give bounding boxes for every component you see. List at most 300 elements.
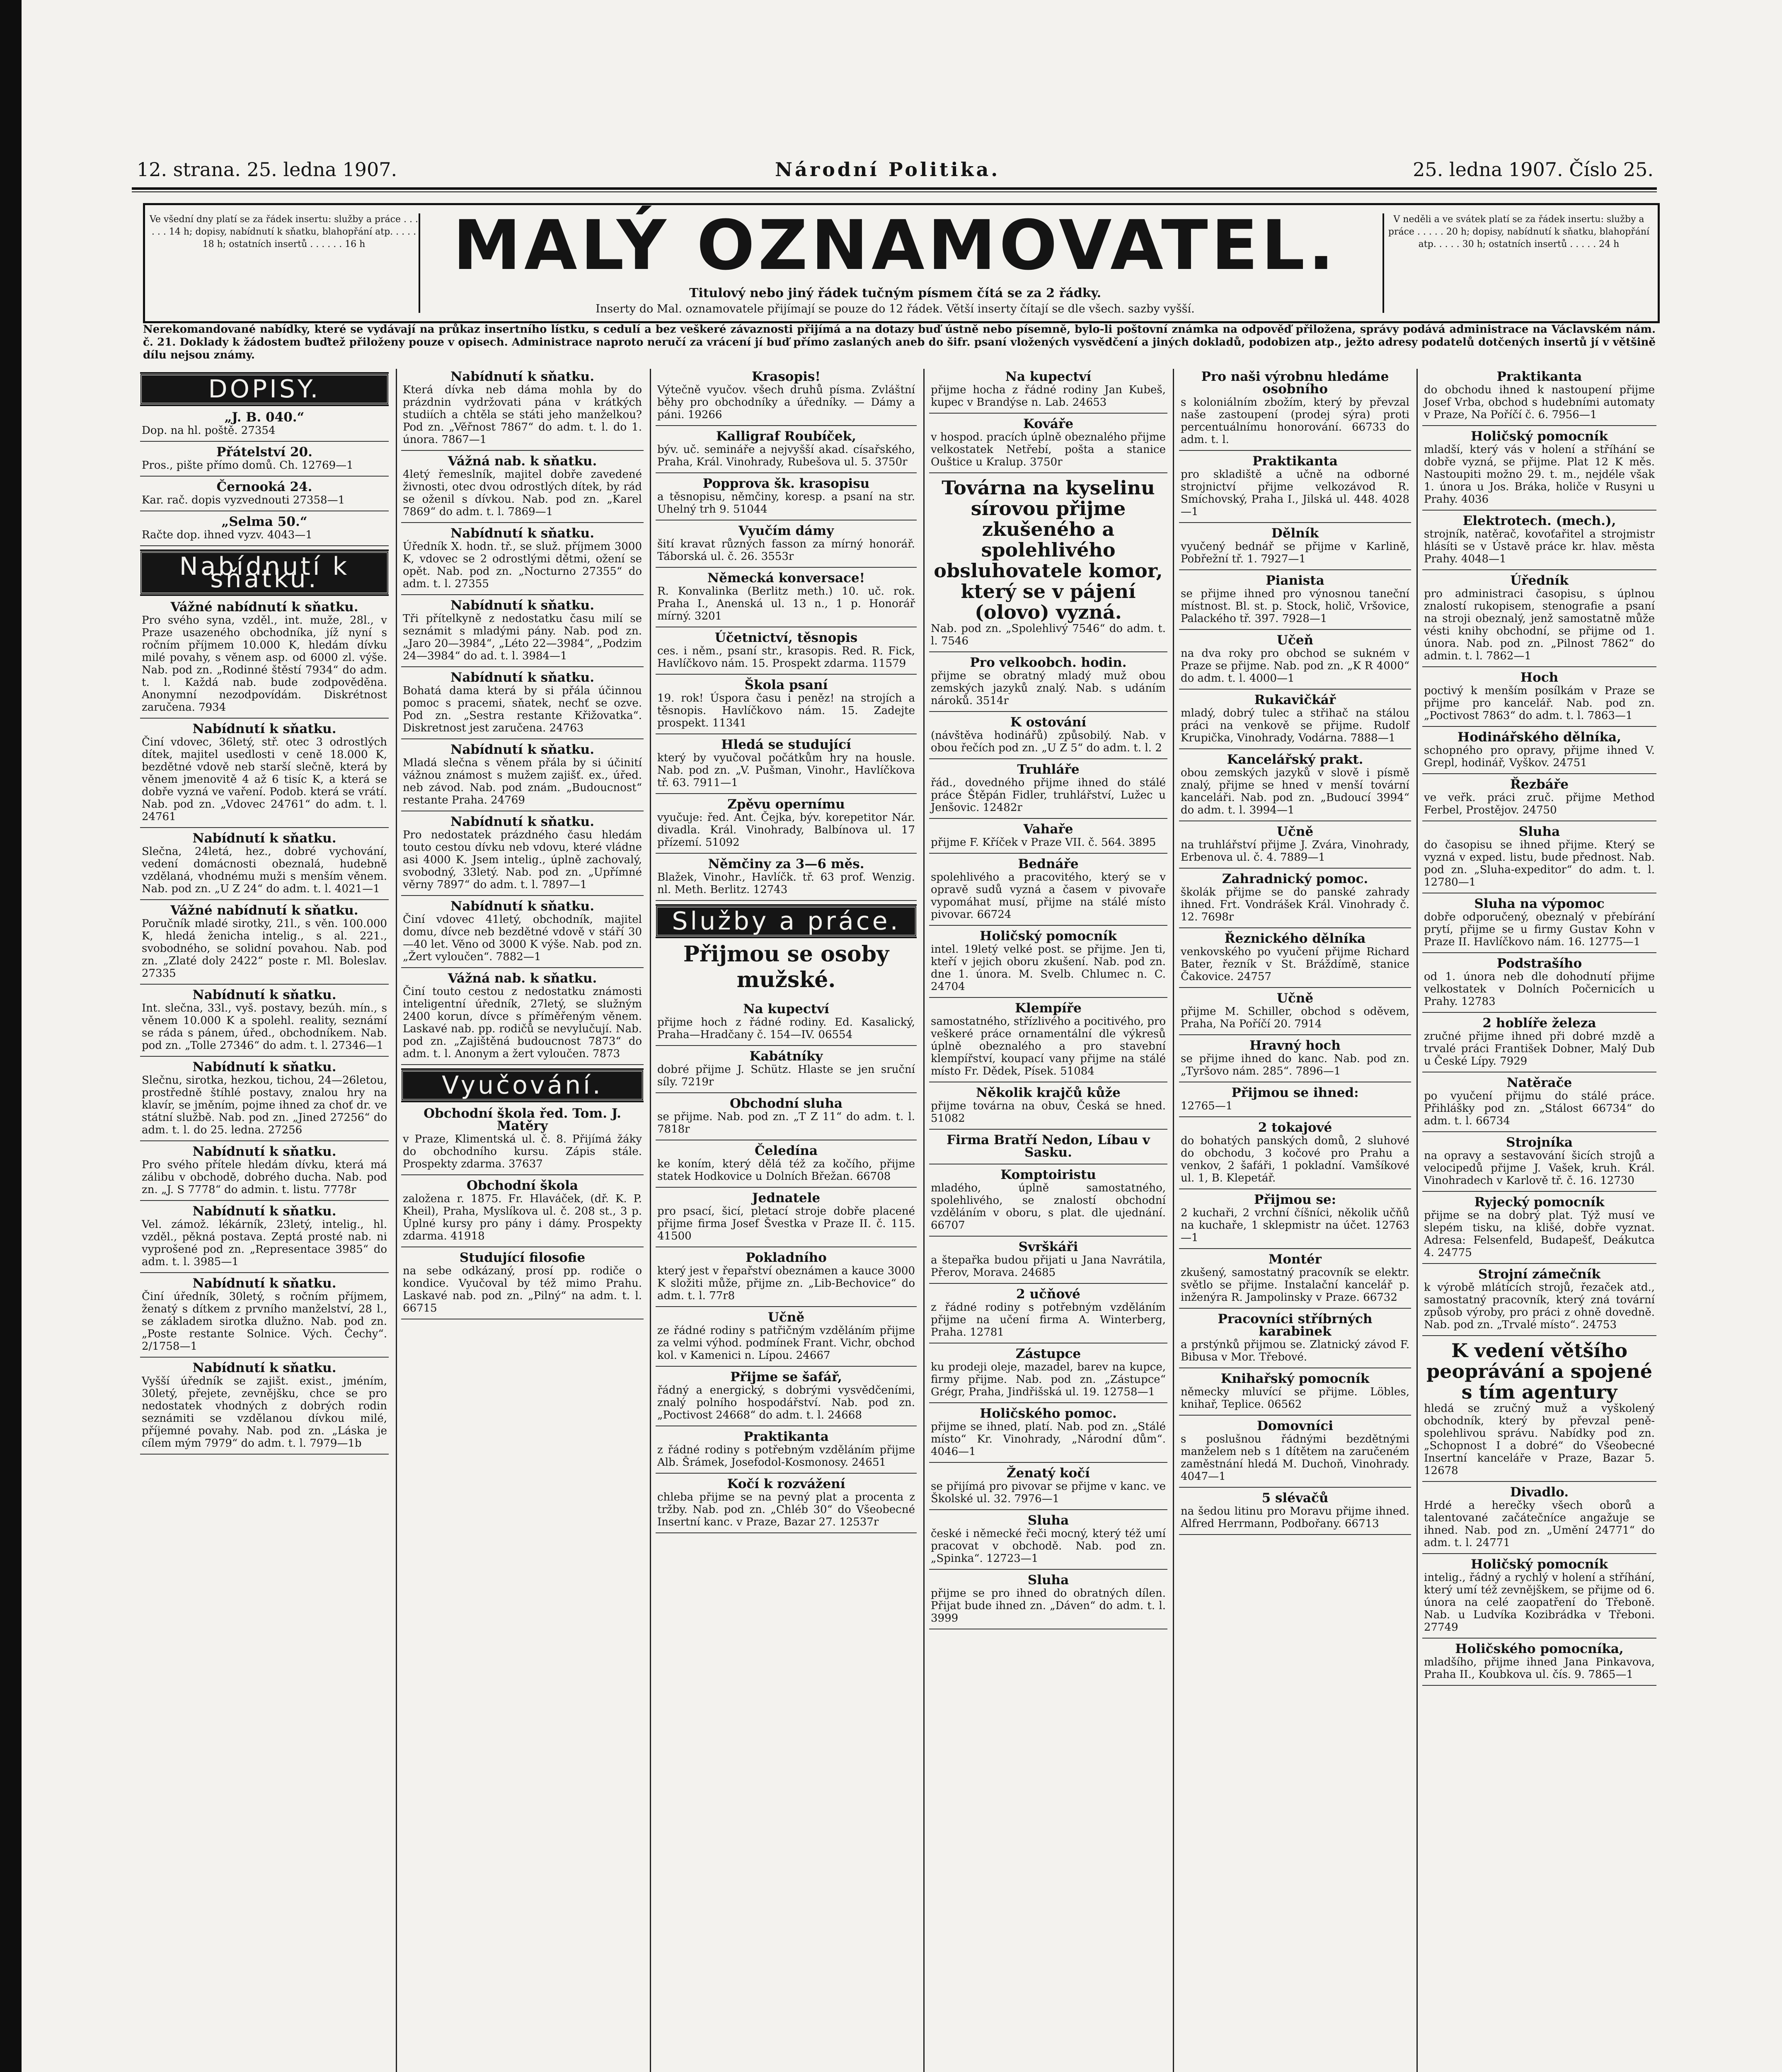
classified-ad [1422, 1339, 1656, 1482]
ad-text: R. Konvalinka (Berlitz meth.) 10. uč. rok. Praha I., Anenská ul. 13 n., 1 p. Honorář mírný. 3201 [657, 585, 915, 622]
ad-text: dobře odporučený, obeznalý v přebírání prytí, přijme se u firmy Gustav Kohn v Praze II. Havlíčkovo nám. 16. 12775—1 [1424, 911, 1655, 948]
classified-ad [929, 1167, 1167, 1237]
ad-heading: Hledá se studující [721, 737, 851, 752]
ad-heading: Sluha [1518, 824, 1560, 839]
classified-ad [140, 1360, 389, 1455]
ad-heading: Učně [768, 1310, 805, 1325]
ad-heading: Nabídnutí k sňatku. [450, 814, 594, 829]
ad-heading: Učně [1276, 991, 1314, 1006]
ad-heading: Vážná nab. k sňatku. [448, 454, 597, 469]
ad-heading: Popprova šk. krasopisu [702, 476, 870, 491]
ad-heading: Nabídnutí k sňatku. [450, 899, 594, 914]
ad-heading: Zpěvu opernímu [727, 797, 845, 812]
classified-ad [401, 742, 644, 811]
column-rule [650, 369, 651, 2072]
sunday-rates: V neděli a ve svátek platí se za řádek insertu: služby a práce . . . . . 20 h; dopisy, nabídnutí k sňatku, blahopřání atp. . . . . 30 h; ostatních insertů . . . . . 24 h [1383, 213, 1654, 313]
classified-ad [656, 1310, 917, 1367]
ad-list-vyucovani-2 [656, 369, 917, 901]
classified-ad [1179, 1120, 1411, 1189]
classified-ad [656, 737, 917, 794]
classified-ad [1422, 956, 1656, 1013]
ad-text: ve veřk. práci zruč. přijme Method Ferbel, Prostějov. 24750 [1424, 792, 1655, 816]
classified-ad [1179, 1251, 1411, 1309]
classified-ad [1422, 1075, 1656, 1132]
classified-ad [929, 1085, 1167, 1130]
subsection-heading: Přijmou se osoby mužské. [683, 942, 889, 992]
ad-text: ke koním, který dělá též za kočího, přijme statek Hodkovice u Dolních Břežan. 66708 [657, 1158, 915, 1183]
header-rule-thin [132, 191, 1657, 192]
ad-heading: Ryjecký pomocník [1474, 1195, 1605, 1210]
classified-ad [401, 369, 644, 451]
section-title: MALÝ OZNAMOVATEL. [453, 206, 1338, 285]
classified-ad [1422, 573, 1656, 667]
classified-ad [1179, 453, 1411, 523]
classified-ad [929, 1346, 1167, 1403]
ad-text: od 1. února neb dle dohodnutí přijme velkostatek v Dolních Počernicích u Prahy. 12783 [1424, 971, 1655, 1008]
ad-text: se přijímá pro pivovar se přijme v kanc. ve Školské ul. 32. 7976—1 [931, 1480, 1166, 1505]
ad-text: do bohatých panských domů, 2 sluhové do obchodu, 3 kočové pro Prahu a venkov, 2 šafáři, 1 pokladní. Vamšíkové ul. 1, B. Klepetář. [1181, 1135, 1409, 1184]
classified-ad [1422, 729, 1656, 774]
ad-text: samostatného, střízlivého a pocitivého, pro veškeré práce ornamentální dle výkresů úplně obeznalého a pro stavební klempířství, koupací vany přijme na stálé místo Fr. Dědek, Písek. 51084 [931, 1015, 1166, 1077]
classified-ad [656, 1429, 917, 1474]
ad-heading: Podstrašího [1496, 956, 1582, 971]
ad-text: mladší, který vás v holení a stříhání se dobře vyzná, se přijme. Plat 12 K měs. Nastoupiti možno 29. t. m., nejdéle však 1. února u Jos. Bráka, holiče v Rusyni u Prahy. 4036 [1424, 443, 1655, 506]
ad-heading: Sluha na výpomoc [1474, 896, 1605, 911]
ad-heading: Klempíře [1015, 1001, 1082, 1016]
header-title: Národní Politika. [775, 158, 1000, 181]
ad-text: na sebe odkázaný, prosí pp. rodiče o kondice. Vyučoval by též mimo Prahu. Laskavé nab. pod zn. „Pilný“ na adm. t. l. 66715 [403, 1265, 642, 1314]
ad-text: a prstýnků přijmou se. Zlatnický závod F. Bibusa v Mor. Třebové. [1181, 1339, 1409, 1363]
ad-heading: „Selma 50.“ [221, 514, 307, 529]
ad-heading: Továrna na kyselinu sírovou přijme zkušeného a spolehlivého obsluhovatele komor, který se v pájení (olovo) vyzná. [934, 477, 1163, 623]
ad-text: šití kravat různých fasson za mírný honorář. Táborská ul. č. 26. 3553r [657, 538, 915, 563]
ad-text: přijme M. Schiller, obchod s oděvem, Praha, Na Poříčí 20. 7914 [1181, 1005, 1409, 1030]
ad-text: německy mluvící se přijme. Löbles, knihař, Teplice. 06562 [1181, 1386, 1409, 1411]
ad-heading: Obchodní škola řed. Tom. J. Matěry [424, 1106, 621, 1133]
ad-heading: Pokladního [746, 1250, 827, 1265]
classified-ad [656, 1369, 917, 1426]
classified-ad [401, 598, 644, 667]
classified-ad [140, 479, 389, 511]
ad-heading: Natěrače [1506, 1075, 1572, 1090]
classified-ad [401, 814, 644, 896]
ad-heading: Zástupce [1015, 1346, 1081, 1361]
ad-heading: Kalligraf Roubíček, [716, 429, 856, 444]
classified-ad [1422, 1484, 1656, 1554]
classified-ad [1422, 369, 1656, 426]
ad-heading: Sluha [1027, 1573, 1069, 1588]
ad-text: s poslušnou řádnými bezdětnými manželem neb s 1 dítětem na zaručeném zaměstnání hledá M. Duchoň, Vinohrady. 4047—1 [1181, 1433, 1409, 1483]
ad-text: přijme se obratný mladý muž obou zemských jazyků znalý. Nab. s udáním nároků. 3514r [931, 670, 1166, 707]
classified-ad [656, 1048, 917, 1093]
classified-ad [140, 830, 389, 900]
classified-ad [929, 655, 1167, 712]
classified-ad [656, 1143, 917, 1188]
classified-ad [140, 1144, 389, 1201]
classified-ad [1179, 573, 1411, 630]
classified-ad [401, 1250, 644, 1319]
ad-heading: Účetnictví, těsnopis [714, 630, 858, 645]
classified-ad [1422, 824, 1656, 893]
ad-text: Slečna, 24letá, hez., dobré vychování, vedení domácnosti obeznalá, hudebně vzdělaná, vhodnému muži s menším věnem. Nab. pod zn. „U Z 24“ do adm. t. l. 4021—1 [142, 845, 387, 895]
ad-text: po vyučení přijmu do stálé práce. Přihlášky pod zn. „Stálost 66734“ do adm. t. l. 66734 [1424, 1090, 1655, 1127]
classified-ad [656, 1001, 917, 1046]
ad-list-vyucovani [401, 1106, 644, 1319]
classified-ad [929, 476, 1167, 652]
classified-ad [656, 476, 917, 520]
header-rule [132, 187, 1657, 190]
classified-ad [1422, 1015, 1656, 1072]
ad-text: 19. rok! Úspora času i peněz! na strojích a těsnopis. Havlíčkovo nám. 15. Zadejte prospekt. 11341 [657, 692, 915, 729]
column-5 [1179, 369, 1411, 2072]
ad-heading: Hravný hoch [1249, 1038, 1341, 1053]
classified-ad [656, 856, 917, 901]
ad-text: na šedou litinu pro Moravu přijme ihned. Alfred Herrmann, Podbořany. 66713 [1181, 1505, 1409, 1530]
ad-list-col6 [1422, 369, 1656, 1686]
ad-heading: Domovníci [1257, 1418, 1334, 1433]
classified-ad [929, 1286, 1167, 1343]
ad-heading: Škola psaní [744, 678, 828, 692]
classified-ad [140, 987, 389, 1057]
ad-list-nabidnuti [140, 599, 389, 1455]
classified-ad [1179, 1038, 1411, 1082]
ad-text: přijme hocha z řádné rodiny Jan Kubeš, kupec v Brandýse n. Lab. 24653 [931, 384, 1166, 409]
ad-text: hledá se zručný muž a vyškolený obchodník, který by převzal peně-spolehlivou správu. Nabídky pod zn. „Schopnost I a dobré“ do Všeobecné Insertní kanceláře v Praze, Bazar 5. 12678 [1424, 1402, 1655, 1477]
ad-heading: Nabídnutí k sňatku. [192, 1144, 337, 1159]
classified-ad [929, 1465, 1167, 1510]
ad-heading: Přijmou se ihned: [1231, 1085, 1359, 1100]
ad-heading: Vyučím dámy [738, 523, 834, 538]
ad-heading: Hoch [1520, 670, 1559, 685]
classified-ad [1422, 1135, 1656, 1192]
ad-heading: Nabídnutí k sňatku. [192, 1276, 337, 1291]
classified-ad [401, 971, 644, 1065]
ad-text: dobré přijme J. Schütz. Hlaste se jen sruční síly. 7219r [657, 1063, 915, 1088]
ad-heading: Kabátníky [749, 1049, 823, 1064]
classified-ad [401, 898, 644, 968]
ad-heading: Sluha [1027, 1513, 1069, 1528]
ad-text: poctivý k menším posílkám v Praze se přijme pro kancelář. Nab. pod zn. „Poctivost 7863“ do adm. t. l. 7863—1 [1424, 685, 1655, 722]
classified-ad [1179, 752, 1411, 821]
classified-ad [656, 1190, 917, 1247]
ad-text: přijme továrna na obuv, Česká se hned. 51082 [931, 1100, 1166, 1125]
ad-text: Činí vdovec, 36letý, stř. otec 3 odrostlých dítek, majitel usedlosti v ceně 18.000 K, bezdětné vdově neb starší slečně, která by věnem jmenovitě 4 až 6 tisíc K, a která se dobře vyzná ve vaření. Podob. která se vrátí. Nab. pod zn. „Vdovec 24761“ do adm. t. l. 24761 [142, 736, 387, 823]
classified-ad [929, 821, 1167, 854]
classified-ad [1422, 428, 1656, 511]
ad-text: se přijme ihned do kanc. Nab. pod zn. „Tyršovo nám. 285“. 7896—1 [1181, 1053, 1409, 1077]
classified-ad [1179, 1418, 1411, 1488]
ad-list-dopisy [140, 409, 389, 546]
ad-heading: Řezbáře [1510, 777, 1569, 792]
ad-heading: Nabídnutí k sňatku. [450, 742, 594, 757]
ad-heading: Kočí k rozvážení [727, 1477, 845, 1491]
ad-text: s koloniálním zbožím, který by převzal naše zastoupení (prodej sýra) proti percentuálnímu honorování. 66733 do adm. t. l. [1181, 396, 1409, 446]
ad-text: z řádné rodiny s potřebným vzděláním přijme Alb. Šrámek, Josefodol-Kosmonosy. 24651 [657, 1444, 915, 1469]
classified-ad [1179, 990, 1411, 1035]
classified-ad [1179, 1371, 1411, 1416]
ad-text: na truhlářství přijme J. Zvára, Vinohrady, Erbenova ul. č. 4. 7889—1 [1181, 839, 1409, 864]
classified-ad [1179, 1311, 1411, 1368]
ad-text: Mladá slečna s věnem přála by si účinití vážnou známost s mužem zajišť. ex., úřed. neb závod. Nab. pod znám. „Budoucnost“ restante Praha. 24769 [403, 757, 642, 806]
ad-text: se přijme ihned pro výnosnou taneční místnost. Bl. st. p. Stock, holič, Vršovice, Palackého tř. 397. 7928—1 [1181, 588, 1409, 625]
classified-ad [929, 714, 1167, 759]
ad-heading: Na kupectví [743, 1002, 829, 1017]
ad-text: který jest v řepařství obeznámen a kauce 3000 K složiti může, přijme zn. „Lib-Bechovice“ do adm. t. l. 77r8 [657, 1265, 915, 1302]
classified-ad [1179, 824, 1411, 869]
ad-text: Vyšší úředník se zajišt. exist., jméním, 30letý, přejete, zevnějšku, chce se pro nedostatek vhodných z dobrých rodin seznámiti se vzdělanou dívkou milé, příjemné povahy. Nab. pod zn. „Láska je cílem mým 7979“ do adm. t. l. 7979—1b [142, 1375, 387, 1450]
classified-ad [929, 1000, 1167, 1082]
ad-text: 12765—1 [1181, 1100, 1233, 1112]
section-heading-vyucovani: Vyučování. [401, 1070, 644, 1101]
ad-text: založena r. 1875. Fr. Hlaváček, (dř. K. P. Kheil), Praha, Myslíkova ul. č. 208 st., 3 p. Úplné kursy pro pány i dámy. Prospekty zdarma. 41918 [403, 1193, 642, 1242]
classified-ad [140, 599, 389, 719]
weekday-rates: Ve všední dny platí se za řádek insertu: služby a práce . . . . . . 14 h; dopisy, nabídnutí k sňatku, blahopřání atp. . . . . 18 h; ostatních insertů . . . . . . 16 h [149, 213, 420, 313]
ad-text: schopného pro opravy, přijme ihned V. Grepl, hodinář, Vyškov. 24751 [1424, 744, 1655, 769]
ad-heading: Dělník [1271, 526, 1319, 541]
ad-text: do časopisu se ihned přijme. Který se vyzná v exped. listu, bude přednost. Nab. pod zn. „Sluha-expeditor“ do adm. t. l. 12780—1 [1424, 839, 1655, 888]
ad-text: který by vyučoval počátkům hry na housle. Nab. pod zn. „V. Pušman, Vinohr., Havlíčkova tř. 63. 7911—1 [657, 752, 915, 789]
ad-text: české i německé řeči mocný, který též umí pracovat v obchodě. Nab. pod zn. „Spinka“. 12723—1 [931, 1527, 1166, 1565]
classified-ad [1422, 1266, 1656, 1336]
classified-ad [1422, 896, 1656, 953]
classified-ad [929, 1513, 1167, 1570]
ad-text: zkušený, samostatný pracovník se elektr. světlo se přijme. Instalační kancelář p. inženýra R. Jampolinsky v Praze. 66732 [1181, 1266, 1409, 1304]
ad-text: školák přijme se do panské zahrady ihned. Frt. Vondrášek Král. Vinohrady č. 12. 7698r [1181, 886, 1409, 923]
ad-heading: Praktikanta [743, 1429, 829, 1444]
ad-heading: Knihařský pomocník [1220, 1371, 1370, 1386]
ad-text: chleba přijme se na pevný plat a procenta z tržby. Nab. pod zn. „Chléb 30“ do Všeobecné Insertní kanc. v Praze, Bazar 27. 12537r [657, 1491, 915, 1528]
classified-ad [929, 1132, 1167, 1164]
ad-text: na dva roky pro obchod se sukném v Praze se přijme. Nab. pod zn. „K R 4000“ do adm. t. l. 4000—1 [1181, 647, 1409, 685]
ad-heading: Pianista [1266, 573, 1324, 588]
ad-heading: Vahaře [1023, 822, 1073, 837]
ad-text: Pro svého přítele hledám dívku, která má zálibu v obchodě, dobrého ducha. Nab. pod zn. „J. S 7778“ do admin. t. listu. 7778r [142, 1159, 387, 1196]
classified-ad [1422, 513, 1656, 570]
classified-ad [656, 796, 917, 854]
ad-heading: Nabídnutí k sňatku. [450, 526, 594, 541]
ad-heading: Pro naši výrobnu hledáme osobního [1201, 369, 1389, 397]
ad-text: Činí touto cestou z nedostatku známosti inteligentní úředník, 27letý, se služným 2400 korun, dívce s příměřeným věnem. Laskavé nab. pp. rodičů se nevylučují. Nab. pod zn. „Zajištěná budoucnost 7873“ do adm. t. l. Anonym a žert vyloučen. 7873 [403, 985, 642, 1060]
classified-ad [656, 570, 917, 627]
ad-heading: Rukavičkář [1254, 692, 1336, 707]
classified-ad [929, 762, 1167, 819]
ad-heading: Vážné nabídnutí k sňatku. [170, 903, 358, 918]
ad-heading: Nabídnutí k sňatku. [192, 831, 337, 846]
ad-heading: Na kupectví [1005, 369, 1092, 384]
ad-heading: Studující filosofie [459, 1250, 586, 1265]
ad-text: ces. i něm., psaní str., krasopis. Red. R. Fick, Havlíčkovo nám. 15. Prospekt zdarma. 11579 [657, 645, 915, 670]
ad-heading: Přátelství 20. [216, 445, 312, 460]
section-banner [143, 203, 1660, 323]
ad-heading: 2 učňové [1016, 1287, 1080, 1302]
ad-text: Úředník X. hodn. tř., se služ. příjmem 3000 K, vdovec se 2 odrostlými dětmi, ožení se opět. Nab. pod zn. „Nocturno 27355“ do adm. t. l. 27355 [403, 540, 642, 590]
classified-ad [929, 1572, 1167, 1629]
page-header [137, 158, 1654, 184]
ad-heading: Jednatele [752, 1191, 821, 1205]
classified-ad [656, 1476, 917, 1533]
ad-heading: Přijmou se: [1254, 1192, 1336, 1207]
classified-ad [401, 525, 644, 595]
column-rule [1173, 369, 1174, 2072]
section-subtitle: Titulový nebo jiný řádek tučným písmem čítá se za 2 řádky. [689, 286, 1102, 300]
ad-heading: K vedení většího peoprávání a spojené s tím agentury [1426, 1339, 1652, 1403]
ad-list-sluzby [656, 1001, 917, 1533]
ad-text: vyučený bednář se přijme v Karlině, Pobřežní tř. 1. 7927—1 [1181, 540, 1409, 565]
classified-ad [1179, 1490, 1411, 1535]
column-rule [396, 369, 397, 2072]
classified-ad [656, 523, 917, 568]
classified-ad [656, 428, 917, 473]
ad-heading: Přijme se šafář, [730, 1370, 842, 1385]
classified-ad [656, 369, 917, 426]
section-heading-dopisy: DOPISY. [140, 374, 389, 404]
classified-ad [1422, 670, 1656, 727]
ad-text: Blažek, Vinohr., Havlíčk. tř. 63 prof. Wenzig. nl. Meth. Berlitz. 12743 [657, 871, 915, 896]
ad-heading: Vážná nab. k sňatku. [448, 971, 597, 986]
classified-ad [140, 444, 389, 477]
ad-text: Pro nedostatek prázdného času hledám touto cestou dívku neb vdovu, které vládne asi 4000 K. Jsem intelig., úplně zachovalý, svobodný, 33letý. Nab. pod zn. „Upřímné věrny 7897“ do adm. t. l. 7897—1 [403, 829, 642, 891]
classified-ad [140, 1059, 389, 1141]
ad-text: Poručník mladé sirotky, 21l., s věn. 100.000 K, hledá ženicha intelig., s al. 221., svobodného, se solidní povahou. Nab. pod zn. „Zlaté doly 2422“ poste r. Ml. Boleslav. 27335 [142, 917, 387, 980]
classified-ad [140, 514, 389, 546]
ad-heading: Divadlo. [1510, 1485, 1569, 1500]
ad-text: a štepařka budou přijati u Jana Navrátila, Přerov, Morava. 24685 [931, 1254, 1166, 1279]
ad-heading: Nabídnutí k sňatku. [192, 988, 337, 1002]
classified-ad [929, 369, 1167, 414]
ad-text: a těsnopisu, němčiny, koresp. a psaní na str. Uhelný trh 9. 51044 [657, 491, 915, 516]
ad-text: intel. 19letý velké post. se přijme. Jen ti, kteří v jejich oboru zkušení. Nab. pod zn. dne 1. února. M. Svelb. Chlumec n. C. 24704 [931, 943, 1166, 993]
ad-heading: Řeznického dělníka [1224, 931, 1366, 946]
ad-heading: Kováře [1023, 416, 1074, 431]
ad-text: mladého, úplně samostatného, spolehlivého, se znalostí obchodní vzděláním v oboru, s plat. dle ujednání. 66707 [931, 1182, 1166, 1232]
ad-text: Výtečně vyučov. všech druhů písma. Zvláštní běhy pro obchodníky a úředníky. — Dámy a páni. 19266 [657, 384, 915, 421]
classified-ad [140, 903, 389, 985]
header-right: 25. ledna 1907. Číslo 25. [1413, 158, 1654, 181]
ad-heading: Učeň [1276, 633, 1314, 648]
ad-heading: Praktikanta [1252, 454, 1338, 469]
classified-ad [1179, 632, 1411, 690]
ad-text: Tři přítelkyně z nedostatku času milí se seznámit s mladými pány. Nab. pod zn. „Jaro 20—3984“, „Léto 22—3984“, „Podzim 24—3984“ do ad. t. l. 3984—1 [403, 612, 642, 662]
ad-text: Činí vdovec 41letý, obchodník, majitel domu, dívce neb bezdětné vdově v stáří 30—40 let. Věno od 3000 K výše. Nab. pod zn. „Žert vyloučen“. 7882—1 [403, 913, 642, 963]
ad-text: přijme se pro ihned do obratných dílen. Přijat bude ihned zn. „Dáven“ do adm. t. l. 3999 [931, 1587, 1166, 1624]
ad-text: k výrobě mlátících strojů, řezaček atd., samostatný pracovník, který zná tovární způsob výroby, pro práci z ohně dovedně. Nab. pod zn. „Trvalé místo“. 24753 [1424, 1281, 1655, 1331]
ad-text: 4letý řemeslník, majitel dobře zavedené živnosti, otec dvou odrostlých dítek, by rád se oženil s dívkou. Nab. pod zn. „Karel 7869“ do adm. t. l. 7869—1 [403, 468, 642, 518]
ad-heading: Němčiny za 3—6 měs. [708, 857, 864, 871]
ad-heading: Svrškáři [1018, 1239, 1078, 1254]
ad-text: v hospod. pracích úplně obeznalého přijme velkostatek Netřebí, pošta a stanice Ouštice u Kralup. 3750r [931, 431, 1166, 468]
ad-list-col5 [1179, 369, 1411, 1535]
ad-heading: Pro velkoobch. hodin. [970, 655, 1127, 670]
ad-text: vyučuje: řed. Ant. Čejka, býv. korepetitor Nár. divadla. Král. Vinohrady, Balbínova ul. 17 přízemí. 51092 [657, 811, 915, 849]
classified-ad [929, 416, 1167, 473]
ad-heading: 5 slévačů [1261, 1491, 1329, 1506]
ad-heading: Obchodní škola [466, 1178, 579, 1193]
ad-heading: Kancelářský prakt. [1227, 752, 1363, 767]
classified-ad [656, 1250, 917, 1307]
classified-ad [1179, 1085, 1411, 1117]
ad-heading: Strojníka [1506, 1135, 1573, 1150]
scan-edge [0, 0, 22, 2072]
ad-text: přijme se ihned, platí. Nab. pod zn. „Stálé místo“ Kr. Vinohrady, „Národní dům“. 4046—1 [931, 1421, 1166, 1458]
header-left: 12. strana. 25. ledna 1907. [137, 158, 397, 181]
ad-heading: Nabídnutí k sňatku. [192, 721, 337, 736]
classified-ad [1179, 525, 1411, 570]
ad-text: mladšího, přijme ihned Jana Pinkavova, Praha II., Koubkova ul. čís. 9. 7865—1 [1424, 1656, 1655, 1681]
ad-text: ze řádné rodiny s patřičným vzděláním přijme za velmi výhod. podmínek Frant. Vichr, obchod kol. v Kamenici n. Lípou. 24667 [657, 1324, 915, 1362]
classified-ad [140, 409, 389, 442]
ad-text: 2 kuchaři, 2 vrchní číšníci, několik učňů na kuchaře, 1 sklepmistr na účet. 12763—1 [1181, 1207, 1409, 1244]
ad-heading: 2 hoblíře železa [1482, 1016, 1596, 1031]
classified-ad [656, 677, 917, 734]
ad-heading: Holičský pomocník [1471, 429, 1608, 444]
ad-text: spolehlivého a pracovitého, který se v opravě sudů vyzná a časem v pivovaře vypomáhat musí, přijme na stálé místo pivovar. 66724 [931, 871, 1166, 921]
ad-text: z řádné rodiny s potřebným vzděláním přijme na učení firma A. Winterberg, Praha. 12781 [931, 1301, 1166, 1339]
ad-text: přijme F. Kříček v Praze VII. č. 564. 3895 [931, 836, 1156, 849]
column-1 [140, 369, 389, 2072]
ad-heading: Holičského pomocníka, [1455, 1641, 1624, 1656]
classified-ad [140, 1276, 389, 1358]
classified-ad [140, 721, 389, 828]
classified-ad [656, 630, 917, 675]
ad-heading: Truhláře [1017, 762, 1080, 777]
ad-heading: Praktikanta [1496, 369, 1582, 384]
column-rule [1416, 369, 1418, 2072]
ad-heading: Elektrotech. (mech.), [1462, 513, 1616, 528]
classified-ad [401, 453, 644, 523]
section-heading-sluzby: Služby a práce. [656, 906, 917, 937]
ad-heading: Zahradnický pomoc. [1222, 871, 1368, 886]
classified-ad [929, 1406, 1167, 1463]
column-4 [929, 369, 1167, 2072]
ad-text: přijme se na dobrý plat. Týž musí ve slepém tisku, na klišé, dobře vyznat. Adresa: Felsenfeld, Budapešť, Deákutca 4. 24775 [1424, 1209, 1655, 1259]
ad-heading: Učně [1276, 824, 1314, 839]
classified-ad [929, 1239, 1167, 1284]
classified-ad [140, 1203, 389, 1273]
column-rule [923, 369, 925, 2072]
ad-heading: Nabídnutí k sňatku. [192, 1060, 337, 1075]
ad-text: intelig., řádný a rychlý v holení a stříhání, který umí též zevnějškem, se přijme od 6. února na celé zaopatření do Třeboně. Nab. u Ludvíka Kozibrádka v Třeboni. 27749 [1424, 1571, 1655, 1634]
ad-text: venkovského po vyučení přijme Richard Bater, řezník v St. Bráždímě, stanice Čakovice. 24757 [1181, 946, 1409, 983]
ad-heading: Holičský pomocník [980, 929, 1117, 944]
ad-heading: Holičského pomoc. [980, 1406, 1117, 1421]
ad-text: do obchodu ihned k nastoupení přijme Josef Vrba, obchod s hudebními automaty v Praze, Na Poříčí č. 6. 7956—1 [1424, 384, 1655, 421]
ad-heading: Bednáře [1018, 857, 1079, 871]
admin-notice: Nerekomandované nabídky, které se vydávají na průkaz insertního lístku, s cedulí a bez veškeré závaznosti přijímá a na dotazy buď ústně nebo písemně, bylo-li poštovní známka na odpověď přiložena, správy podává administrace na Václavském nám. č. 21. Doklady k žádostem buďtež přiloženy pouze v opisech. Administrace naproto neručí za vrácení jí buď přímo zaslaných aneb do šifr. psaní vložených vysvědčení a jiných dokladů, podobizen atp., ježto adresy podatelů dotčených insertů jí v většině dílu nejsou známy. [143, 323, 1656, 361]
ad-heading: Nabídnutí k sňatku. [450, 598, 594, 613]
ad-text: ku prodeji oleje, mazadel, barev na kupce, firmy přijme. Nab. pod zn. „Zástupce“ Grégr, Praha, Jindřišská ul. 19. 12758—1 [931, 1361, 1166, 1398]
ad-text: Slečnu, sirotka, hezkou, tichou, 24—26letou, prostředně štíhlé postavy, znalou hry na klavír, se jměním, pojme ihned za choť dr. ve státní službě. Nab. pod zn. „Jined 27256“ do adm. t. l. do 25. ledna. 27256 [142, 1074, 387, 1136]
classified-ad [1422, 1556, 1656, 1639]
ad-text: Kar. rač. dopis vyzvednouti 27358—1 [142, 494, 345, 506]
ad-text: Vel. zámož. lékárník, 23letý, intelig., hl. vzděl., pěkná postava. Zeptá prosté nab. ni vyprošené pod zn. „Representace 3985“ do adm. t. l. 3985—1 [142, 1218, 387, 1268]
ad-text: Bohatá dama která by si přála účinnou pomoc s pracemi, sňatek, nechť se ozve. Pod zn. „Sestra restante Křižovatka“. Diskretnost jest zaručena. 24763 [403, 685, 642, 734]
ad-heading: Nabídnutí k sňatku. [450, 369, 594, 384]
ad-text: Pros., pište přímo domů. Ch. 12769—1 [142, 459, 353, 472]
ad-text: mladý, dobrý tulec a střihač na stálou práci na venkově se přijme. Rudolf Krupička, Vinohrady, Vodárna. 7888—1 [1181, 707, 1409, 744]
ad-heading: Nabídnutí k sňatku. [192, 1360, 337, 1375]
ad-text: na opravy a sestavování šicích strojů a velocipedů přijme J. Vašek, kruh. Král. Vinohradech v Karlově tř. č. 16. 12730 [1424, 1150, 1655, 1187]
ad-heading: Hodinářského dělníka, [1458, 730, 1621, 745]
ad-list-nabidnuti-2 [401, 369, 644, 1065]
ad-text: řád., dovedného přijme ihned do stálé práce Štěpán Fidler, truhlářství, Lužec u Jenšovic. 12482r [931, 777, 1166, 814]
section-heading-nabidnuti: Nabídnutí k sňatku. [140, 551, 389, 594]
classified-ad [656, 1096, 917, 1140]
ad-text: pro administraci časopisu, s úplnou znalostí rukopisem, stenografie a psaní na stroji obeznalý, jenž samostatně může vésti knihy obchodní, se přijme od 1. února. Nab. pod zn. „Pilnost 7862“ do admin. t. l. 7862—1 [1424, 588, 1655, 662]
ad-heading: Komptoiristu [1000, 1167, 1096, 1182]
ad-heading: 2 tokajové [1258, 1120, 1332, 1135]
ad-heading: Strojní zámečník [1478, 1267, 1600, 1282]
classified-ad [929, 856, 1167, 926]
